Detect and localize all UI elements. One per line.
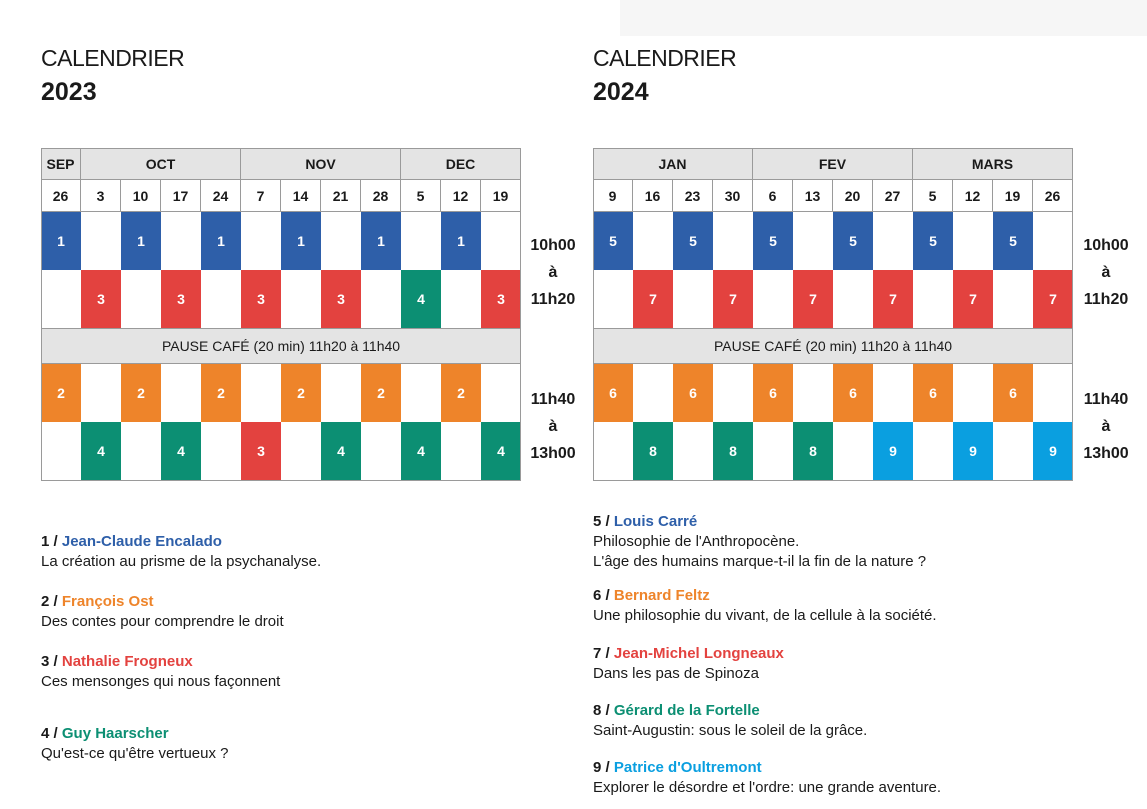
- empty-slot: [913, 422, 953, 480]
- date-header: 24: [201, 180, 241, 212]
- empty-slot: [321, 364, 361, 422]
- time-start: 10h00: [530, 237, 576, 254]
- speaker-line: [593, 701, 867, 721]
- session-slot: 9: [953, 422, 993, 480]
- empty-slot: [793, 364, 833, 422]
- empty-slot: [241, 212, 281, 270]
- session-slot: 7: [793, 270, 833, 328]
- date-header: 5: [401, 180, 441, 212]
- coffee-break-bar: PAUSE CAFÉ (20 min) 11h20 à 11h40: [41, 328, 521, 364]
- month-header: NOV: [241, 148, 401, 180]
- talk-title: Dans les pas de Spinoza: [593, 665, 759, 682]
- speaker-line: [593, 512, 926, 532]
- speaker-line: [41, 532, 321, 552]
- speaker-separator: /: [601, 702, 614, 719]
- calendar-grid-2024: [593, 148, 1073, 483]
- session-slot: 5: [913, 212, 953, 270]
- speaker-line: [41, 592, 284, 612]
- speaker-name: François Ost: [61, 593, 154, 610]
- session-slot: 4: [401, 422, 441, 480]
- empty-slot: [281, 422, 321, 480]
- month-header: FEV: [753, 148, 913, 180]
- empty-slot: [833, 270, 873, 328]
- empty-slot: [241, 364, 281, 422]
- talk-title: Qu'est-ce qu'être vertueux ?: [41, 745, 229, 762]
- empty-slot: [361, 422, 401, 480]
- empty-slot: [121, 270, 161, 328]
- calendar-year: 2024: [593, 78, 649, 106]
- speaker-name: Jean-Claude Encalado: [61, 533, 222, 550]
- empty-slot: [1033, 364, 1073, 422]
- time-midday-2024: [1076, 386, 1136, 467]
- date-header: 28: [361, 180, 401, 212]
- session-slot: 1: [281, 212, 321, 270]
- session-slot: 6: [753, 364, 793, 422]
- empty-slot: [441, 270, 481, 328]
- empty-slot: [753, 422, 793, 480]
- session-slot: 4: [481, 422, 521, 480]
- heading-2024: [593, 45, 736, 107]
- speaker-number: 4: [41, 725, 50, 742]
- empty-slot: [121, 422, 161, 480]
- session-slot: 8: [793, 422, 833, 480]
- speaker-number: 8: [593, 702, 602, 719]
- session-slot: 2: [41, 364, 81, 422]
- heading-2023: [41, 45, 184, 107]
- time-start: 11h40: [1083, 391, 1129, 408]
- time-start: 10h00: [1083, 237, 1129, 254]
- empty-slot: [481, 364, 521, 422]
- empty-slot: [713, 364, 753, 422]
- date-header: 19: [993, 180, 1033, 212]
- talk-title: Ces mensonges qui nous façonnent: [41, 673, 281, 690]
- session-slot: 5: [673, 212, 713, 270]
- session-slot: 6: [833, 364, 873, 422]
- empty-slot: [673, 422, 713, 480]
- empty-slot: [281, 270, 321, 328]
- speaker-number: 3: [41, 653, 50, 670]
- empty-slot: [753, 270, 793, 328]
- session-slot: 4: [81, 422, 121, 480]
- session-slot: 7: [1033, 270, 1073, 328]
- empty-slot: [161, 212, 201, 270]
- talk-title: Des contes pour comprendre le droit: [41, 613, 284, 630]
- session-slot: 2: [121, 364, 161, 422]
- time-midday-2023: [523, 386, 583, 467]
- session-slot: 7: [633, 270, 673, 328]
- speaker-line: [41, 652, 280, 672]
- time-end: 13h00: [530, 445, 576, 462]
- empty-slot: [713, 212, 753, 270]
- talk-title: Philosophie de l'Anthropocène.: [593, 533, 800, 550]
- speaker-separator: /: [49, 725, 62, 742]
- date-header: 20: [833, 180, 873, 212]
- speaker-name: Patrice d'Oultremont: [613, 759, 762, 776]
- speaker-number: 6: [593, 587, 602, 604]
- speaker-entry: [41, 724, 229, 764]
- session-slot: 1: [121, 212, 161, 270]
- speaker-entry: [593, 644, 784, 684]
- empty-slot: [793, 212, 833, 270]
- speaker-line: [593, 586, 937, 606]
- time-sep: à: [548, 264, 558, 281]
- speaker-separator: /: [601, 587, 614, 604]
- speaker-entry: [593, 701, 867, 741]
- empty-slot: [633, 212, 673, 270]
- empty-slot: [401, 364, 441, 422]
- date-header: 9: [593, 180, 633, 212]
- empty-slot: [873, 364, 913, 422]
- session-slot: 7: [713, 270, 753, 328]
- date-header: 10: [121, 180, 161, 212]
- speaker-name: Bernard Feltz: [613, 587, 710, 604]
- speaker-entry: [593, 512, 926, 572]
- date-header: 5: [913, 180, 953, 212]
- session-slot: 7: [873, 270, 913, 328]
- time-morning-2024: [1076, 232, 1136, 313]
- talk-title: Saint-Augustin: sous le soleil de la grâce.: [593, 722, 868, 739]
- empty-slot: [673, 270, 713, 328]
- session-slot: 5: [593, 212, 633, 270]
- calendar-label: CALENDRIER: [41, 45, 185, 71]
- session-slot: 2: [361, 364, 401, 422]
- talk-title: Explorer le désordre et l'ordre: une grande aventure.: [593, 779, 942, 796]
- date-header: 12: [953, 180, 993, 212]
- session-slot: 1: [361, 212, 401, 270]
- empty-slot: [441, 422, 481, 480]
- date-header: 6: [753, 180, 793, 212]
- session-slot: 6: [593, 364, 633, 422]
- speaker-name: Gérard de la Fortelle: [613, 702, 760, 719]
- empty-slot: [873, 212, 913, 270]
- time-end: 11h20: [1083, 291, 1129, 308]
- speaker-separator: /: [49, 653, 62, 670]
- session-slot: 3: [161, 270, 201, 328]
- session-slot: 5: [833, 212, 873, 270]
- date-header: 17: [161, 180, 201, 212]
- month-header: MARS: [913, 148, 1073, 180]
- speaker-entry: [593, 758, 941, 798]
- session-slot: 1: [201, 212, 241, 270]
- session-slot: 1: [441, 212, 481, 270]
- empty-slot: [81, 364, 121, 422]
- session-slot: 2: [281, 364, 321, 422]
- speaker-separator: /: [49, 593, 62, 610]
- speaker-separator: /: [601, 645, 614, 662]
- empty-slot: [321, 212, 361, 270]
- empty-slot: [833, 422, 873, 480]
- speaker-number: 7: [593, 645, 602, 662]
- speaker-line: [593, 644, 784, 664]
- time-sep: à: [548, 418, 558, 435]
- speaker-entry: [41, 592, 284, 632]
- empty-slot: [361, 270, 401, 328]
- empty-slot: [161, 364, 201, 422]
- calendar-grid-2023: [41, 148, 521, 483]
- session-slot: 7: [953, 270, 993, 328]
- empty-slot: [41, 270, 81, 328]
- date-header: 3: [81, 180, 121, 212]
- empty-slot: [401, 212, 441, 270]
- speaker-separator: /: [49, 533, 62, 550]
- speaker-separator: /: [601, 513, 614, 530]
- speaker-separator: /: [601, 759, 614, 776]
- time-morning-2023: [523, 232, 583, 313]
- empty-slot: [913, 270, 953, 328]
- speaker-line: [41, 724, 229, 744]
- talk-title: Une philosophie du vivant, de la cellule à la société.: [593, 607, 937, 624]
- top-shade: [620, 0, 1147, 36]
- time-end: 11h20: [530, 291, 576, 308]
- session-slot: 9: [873, 422, 913, 480]
- speaker-name: Guy Haarscher: [61, 725, 169, 742]
- session-slot: 8: [633, 422, 673, 480]
- time-start: 11h40: [530, 391, 576, 408]
- date-header: 12: [441, 180, 481, 212]
- session-slot: 4: [161, 422, 201, 480]
- empty-slot: [953, 212, 993, 270]
- empty-slot: [201, 270, 241, 328]
- empty-slot: [81, 212, 121, 270]
- date-header: 26: [41, 180, 81, 212]
- speaker-number: 9: [593, 759, 602, 776]
- date-header: 26: [1033, 180, 1073, 212]
- empty-slot: [1033, 212, 1073, 270]
- date-header: 21: [321, 180, 361, 212]
- speaker-entry: [41, 532, 321, 572]
- session-slot: 3: [241, 422, 281, 480]
- date-header: 27: [873, 180, 913, 212]
- date-header: 23: [673, 180, 713, 212]
- time-sep: à: [1101, 418, 1111, 435]
- speaker-number: 5: [593, 513, 602, 530]
- date-header: 14: [281, 180, 321, 212]
- session-slot: 6: [993, 364, 1033, 422]
- speaker-name: Jean-Michel Longneaux: [613, 645, 784, 662]
- session-slot: 4: [321, 422, 361, 480]
- date-header: 16: [633, 180, 673, 212]
- empty-slot: [633, 364, 673, 422]
- speaker-entry: [593, 586, 937, 626]
- speaker-entry: [41, 652, 280, 692]
- session-slot: 3: [81, 270, 121, 328]
- time-sep: à: [1101, 264, 1111, 281]
- empty-slot: [41, 422, 81, 480]
- session-slot: 3: [481, 270, 521, 328]
- month-header: OCT: [81, 148, 241, 180]
- month-header: DEC: [401, 148, 521, 180]
- session-slot: 5: [993, 212, 1033, 270]
- calendar-year: 2023: [41, 78, 97, 106]
- speaker-line: [593, 758, 941, 778]
- month-header: SEP: [41, 148, 81, 180]
- speaker-name: Louis Carré: [613, 513, 698, 530]
- session-slot: 8: [713, 422, 753, 480]
- session-slot: 2: [441, 364, 481, 422]
- session-slot: 2: [201, 364, 241, 422]
- calendar-label: CALENDRIER: [593, 45, 737, 71]
- date-header: 13: [793, 180, 833, 212]
- talk-title: La création au prisme de la psychanalyse.: [41, 553, 322, 570]
- coffee-break-bar: PAUSE CAFÉ (20 min) 11h20 à 11h40: [593, 328, 1073, 364]
- date-header: 7: [241, 180, 281, 212]
- session-slot: 6: [673, 364, 713, 422]
- empty-slot: [993, 270, 1033, 328]
- talk-title: L'âge des humains marque-t-il la fin de la nature ?: [593, 553, 927, 570]
- session-slot: 9: [1033, 422, 1073, 480]
- date-header: 30: [713, 180, 753, 212]
- session-slot: 3: [321, 270, 361, 328]
- speaker-name: Nathalie Frogneux: [61, 653, 193, 670]
- empty-slot: [593, 422, 633, 480]
- session-slot: 1: [41, 212, 81, 270]
- empty-slot: [481, 212, 521, 270]
- empty-slot: [201, 422, 241, 480]
- speaker-number: 1: [41, 533, 50, 550]
- month-header: JAN: [593, 148, 753, 180]
- date-header: 19: [481, 180, 521, 212]
- session-slot: 4: [401, 270, 441, 328]
- empty-slot: [593, 270, 633, 328]
- session-slot: 5: [753, 212, 793, 270]
- time-end: 13h00: [1083, 445, 1129, 462]
- session-slot: 3: [241, 270, 281, 328]
- empty-slot: [993, 422, 1033, 480]
- session-slot: 6: [913, 364, 953, 422]
- speaker-number: 2: [41, 593, 50, 610]
- empty-slot: [953, 364, 993, 422]
